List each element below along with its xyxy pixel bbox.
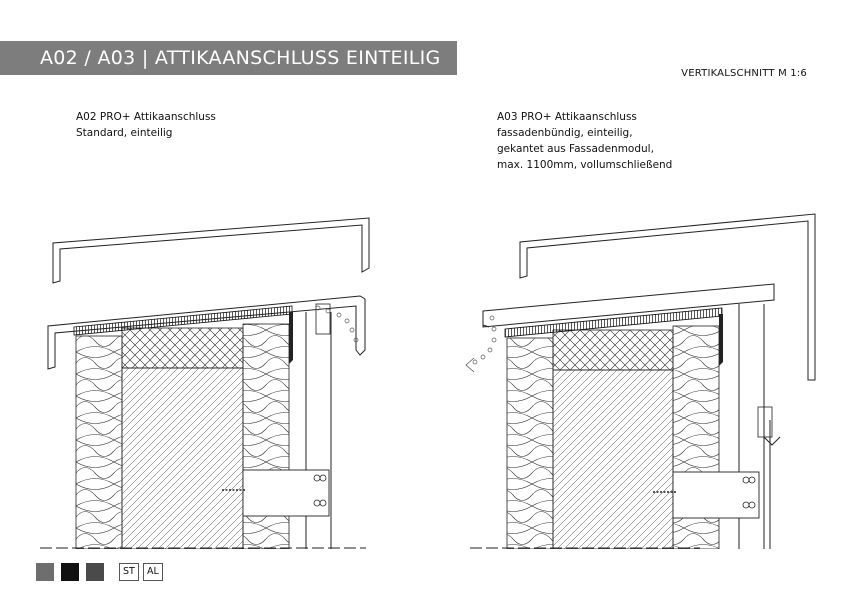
color-swatch — [61, 563, 79, 581]
color-swatch — [36, 563, 54, 581]
page-title: A02 / A03 | ATTIKAANSCHLUSS EINTEILIG — [40, 47, 441, 69]
caption-line: A02 PRO+ Attikaanschluss — [76, 111, 216, 123]
detail-a02-drawing — [40, 218, 369, 549]
material-tag-al: AL — [143, 563, 163, 581]
caption-line: Standard, einteilig — [76, 127, 173, 139]
caption-line: max. 1100mm, vollumschließend — [497, 159, 673, 171]
caption-line: A03 PRO+ Attikaanschluss — [497, 111, 637, 123]
detail-a03-drawing — [466, 214, 815, 549]
color-swatch — [86, 563, 104, 581]
caption-line: fassadenbündig, einteilig, — [497, 127, 633, 139]
section-scale-label: VERTIKALSCHNITT M 1:6 — [681, 68, 807, 79]
caption-line: gekantet aus Fassadenmodul, — [497, 143, 654, 155]
material-tag-st: ST — [119, 563, 139, 581]
